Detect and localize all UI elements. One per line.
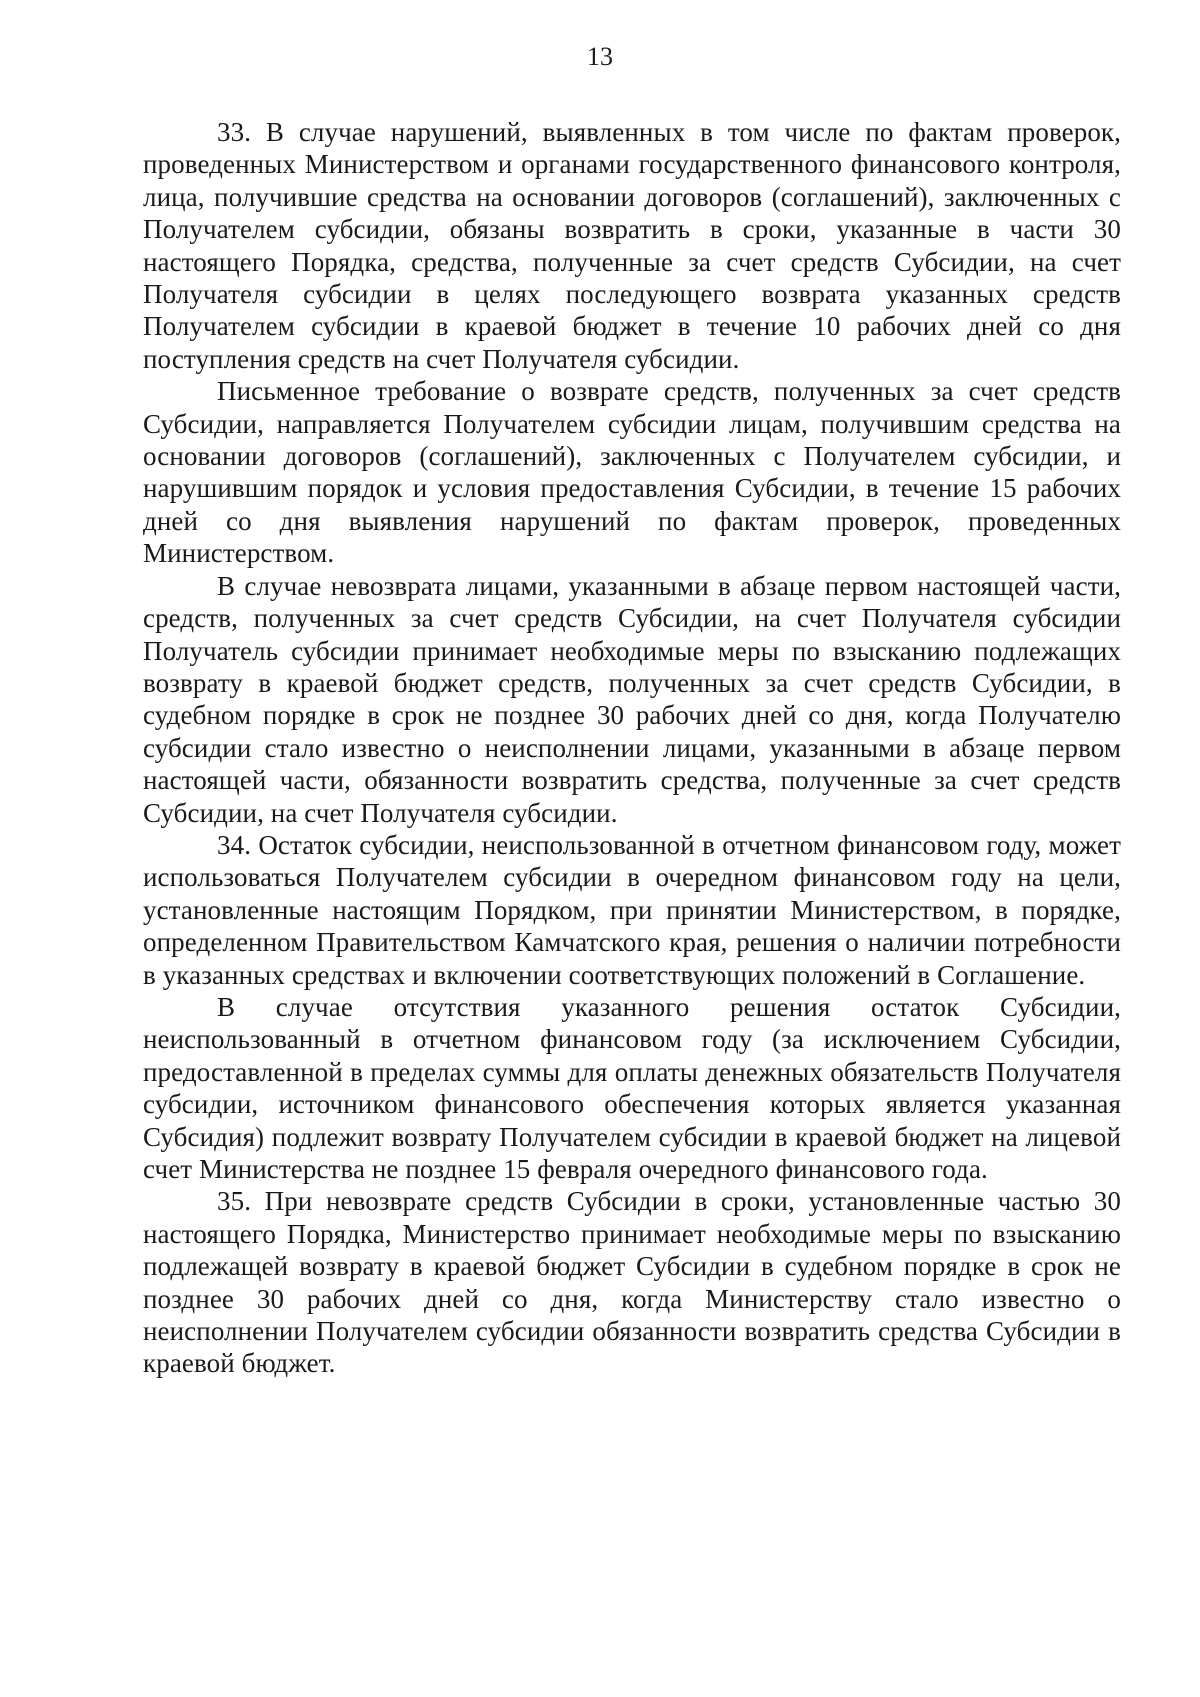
paragraph-33: 33. В случае нарушений, выявленных в том числе по фактам проверок, проведенных Министерством и органами государственного финансового контроля, лица, получившие средства на основании договоров (соглашений), заключенных с Получателем субсидии, обязаны возвратить в сроки, указанные в части 30 настоящего Порядка, средства, полученные за счет средств Субсидии, на счет Получателя субсидии в целях последующего возврата указанных средств Получателем субсидии в краевой бюджет в течение 10 рабочих дней со дня поступления средств на счет Получателя субсидии. bbox=[143, 117, 1121, 374]
paragraph-35: 35. При невозврате средств Субсидии в сроки, установленные частью 30 настоящего Порядка, Министерство принимает необходимые меры по взысканию подлежащей возврату в краевой бюджет Субсидии в судебном порядке в срок не позднее 30 рабочих дней со дня, когда Министерству стало известно о неисполнении Получателем субсидии обязанности возвратить средства Субсидии в краевой бюджет. bbox=[143, 1186, 1121, 1379]
paragraph-non-return: В случае невозврата лицами, указанными в абзаце первом настоящей части, средств, полученных за счет средств Субсидии, на счет Получателя субсидии Получатель субсидии принимает необходимые меры по взысканию подлежащих возврату в краевой бюджет средств, полученных за счет средств Субсидии, в судебном порядке в срок не позднее 30 рабочих дней со дня, когда Получателю субсидии стало известно о неисполнении лицами, указанными в абзаце первом настоящей части, обязанности возвратить средства, полученные за счет средств Субсидии, на счет Получателя субсидии. bbox=[143, 570, 1121, 828]
document-body bbox=[143, 116, 1121, 1380]
paragraph-remainder-return: В случае отсутствия указанного решения остаток Субсидии, неиспользованный в отчетном финансовом году (за исключением Субсидии, предоставленной в пределах суммы для оплаты денежных обязательств Получателя субсидии, источником финансового обеспечения которых является указанная Субсидия) подлежит возврату Получателем субсидии в краевой бюджет на лицевой счет Министерства не позднее 15 февраля очередного финансового года. bbox=[143, 991, 1121, 1184]
paragraph-34: 34. Остаток субсидии, неиспользованной в отчетном финансовом году, может использоваться Получателем субсидии в очередном финансовом году на цели, установленные настоящим Порядком, при принятии Министерством, в порядке, определенном Правительством Камчатского края, решения о наличии потребности в указанных средствах и включении соответствующих положений в Соглашение. bbox=[143, 829, 1121, 990]
paragraph-written-demand: Письменное требование о возврате средств, полученных за счет средств Субсидии, направляется Получателем субсидии лицам, получившим средства на основании договоров (соглашений), заключенных с Получателем субсидии, и нарушившим порядок и условия предоставления Субсидии, в течение 15 рабочих дней со дня выявления нарушений по фактам проверок, проведенных Министерством. bbox=[143, 376, 1121, 569]
page-number: 13 bbox=[587, 42, 613, 71]
